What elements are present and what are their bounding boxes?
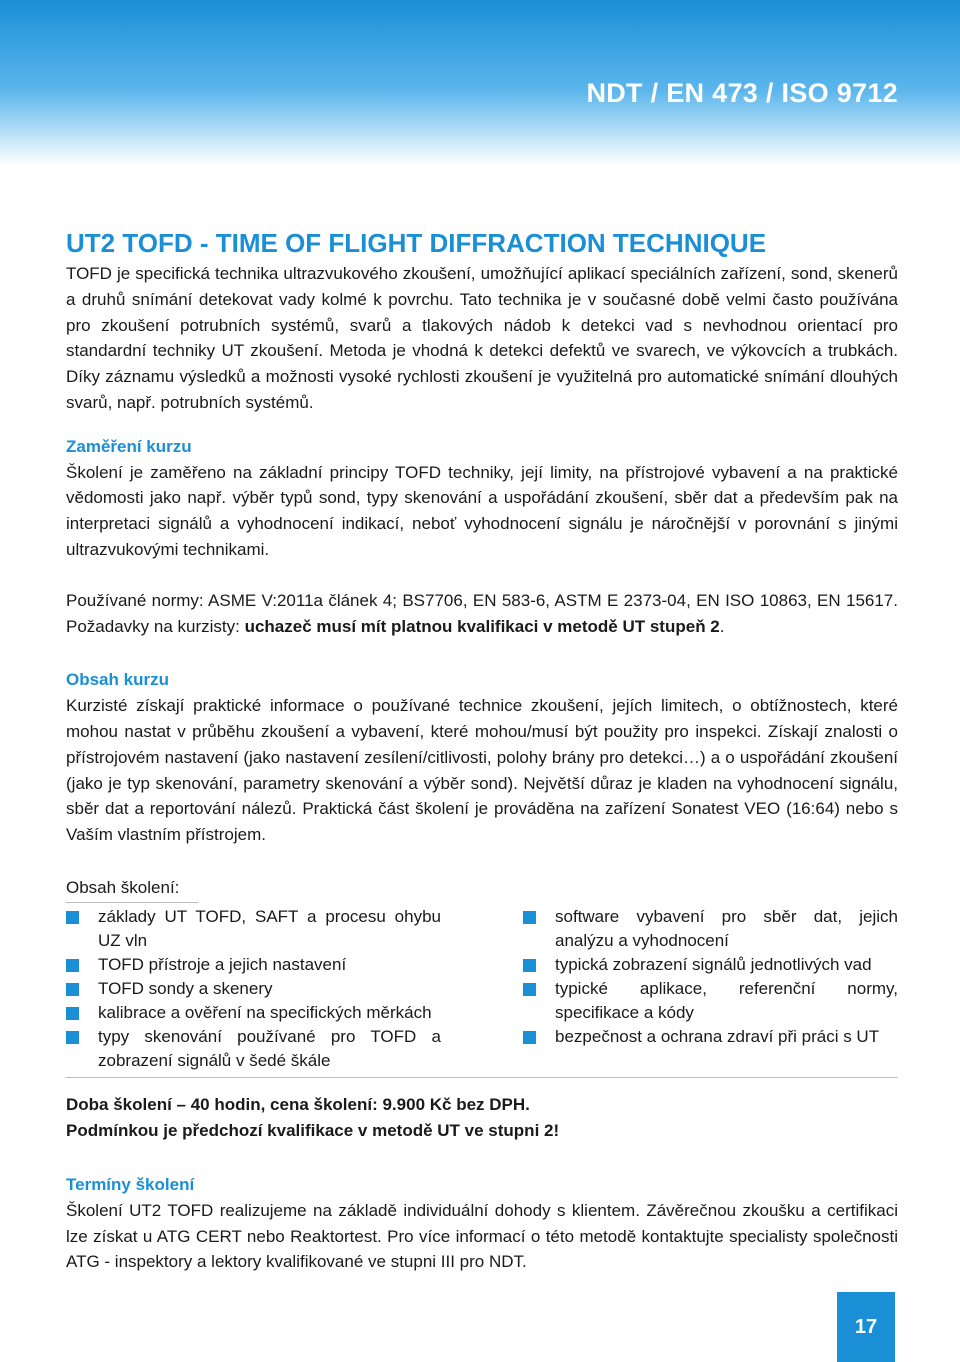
prerequisite-line: Podmínkou je předchozí kvalifikace v metodě UT ve stupni 2! xyxy=(66,1120,560,1140)
course-content-paragraph: Kurzisté získají praktické informace o používané technice zkoušení, jejích limitech, o obtížnostech, které mohou nastat v průběhu zkoušení a vybavení, které mohou/musí být použity pro inspekci. Získají znalosti o přístrojovém nastavení (jako nastavení zesílení/citlivosti, polohy brány pro detekci…) a o uspořádání zkoušení (jako je typ skenování, parametry skenování a výběr sond). Největší důraz je kladen na vyhodnocení signálu, sběr dat a reportování nálezů. Praktická část školení je prováděna na zařízení Sonatest VEO (16:64) nebo s Vaším vlastním přístrojem. xyxy=(66,696,898,845)
focus-paragraph: Školení je zaměřeno na základní principy TOFD techniky, její limity, na přístrojové vybavení a na praktické vědomosti jako např. výběr typů sond, typy skenování a uspořádání zkoušení, sběr dat a především pak na interpretaci signálů a vyhodnocení indikací, neboť vyhodnocení signálu je náročnější v porovnání s jinými ultrazvukovými technikami. xyxy=(66,462,898,559)
norms-text: Používané normy: ASME V:2011a článek 4; BS7706, EN 583-6, ASTM E 2373-04, EN ISO 10863, EN 15617. Požadavky na kurzisty: xyxy=(66,590,898,636)
list-item: typická zobrazení signálů jednotlivých vad xyxy=(523,953,898,977)
page-number: 17 xyxy=(837,1292,895,1362)
price-block xyxy=(66,1092,898,1144)
bullet-square-icon xyxy=(66,1031,79,1044)
training-contents-right xyxy=(523,905,898,1073)
list-item: kalibrace a ověření na specifických měrkách xyxy=(66,1001,441,1025)
dates-paragraph: Školení UT2 TOFD realizujeme na základě individuální dohody s klientem. Závěrečnou zkoušku a certifikaci lze získat u ATG CERT nebo Reaktortest. Pro více informací o této metodě kontaktujte specialisty společnosti ATG - inspektory a lektory kvalifikované ve stupni III pro NDT. xyxy=(66,1200,898,1272)
training-contents-label: Obsah školení: xyxy=(66,876,198,903)
bullet-square-icon xyxy=(66,983,79,996)
header-title: NDT / EN 473 / ISO 9712 xyxy=(586,78,898,108)
training-contents-list xyxy=(66,905,898,1078)
list-item: software vybavení pro sběr dat, jejich analýzu a vyhodnocení xyxy=(523,905,898,953)
course-content-heading: Obsah kurzu xyxy=(66,670,169,690)
list-item: TOFD přístroje a jejich nastavení xyxy=(66,953,441,977)
list-item: typy skenování používané pro TOFD a zobrazení signálů v šedé škále xyxy=(66,1025,441,1073)
bullet-square-icon xyxy=(66,1007,79,1020)
header-band xyxy=(0,0,960,165)
training-contents-left xyxy=(66,905,441,1073)
page-content xyxy=(66,227,898,1275)
focus-heading: Zaměření kurzu xyxy=(66,436,192,456)
intro-paragraph: TOFD je specifická technika ultrazvukového zkoušení, umožňující aplikací speciálních zařízení, sond, skenerů a druhů snímání detekovat vady kolmé k povrchu. Tato technika je v současné době velmi často používána pro zkoušení potrubních systémů, svarů a tlakových nádob k detekci vad s nevhodnou orientací pro standardní techniky UT zkoušení. Metoda je vhodná k detekci defektů ve svarech, ve výkovcích a trubkách. Díky záznamu výsledků a možnosti vysoké rychlosti zkoušení je využitelná pro automatické snímání dlouhých svarů, např. potrubních systémů. xyxy=(66,264,898,412)
price-line: Doba školení – 40 hodin, cena školení: 9.900 Kč bez DPH. xyxy=(66,1094,530,1114)
bullet-square-icon xyxy=(523,1031,536,1044)
bullet-square-icon xyxy=(523,983,536,996)
list-item: základy UT TOFD, SAFT a procesu ohybu UZ vln xyxy=(66,905,441,953)
list-item: typické aplikace, referenční normy, specifikace a kódy xyxy=(523,977,898,1025)
bullet-square-icon xyxy=(66,911,79,924)
bullet-square-icon xyxy=(66,959,79,972)
list-item: bezpečnost a ochrana zdraví při práci s UT xyxy=(523,1025,898,1049)
requirement-text: uchazeč musí mít platnou kvalifikaci v metodě UT stupeň 2 xyxy=(244,616,720,636)
norms-end: . xyxy=(719,616,725,636)
list-item: TOFD sondy a skenery xyxy=(66,977,441,1001)
main-title: UT2 TOFD - TIME OF FLIGHT DIFFRACTION TECHNIQUE xyxy=(66,228,767,258)
dates-heading: Termíny školení xyxy=(66,1174,195,1194)
norms-paragraph xyxy=(66,588,898,640)
bullet-square-icon xyxy=(523,959,536,972)
bullet-square-icon xyxy=(523,911,536,924)
